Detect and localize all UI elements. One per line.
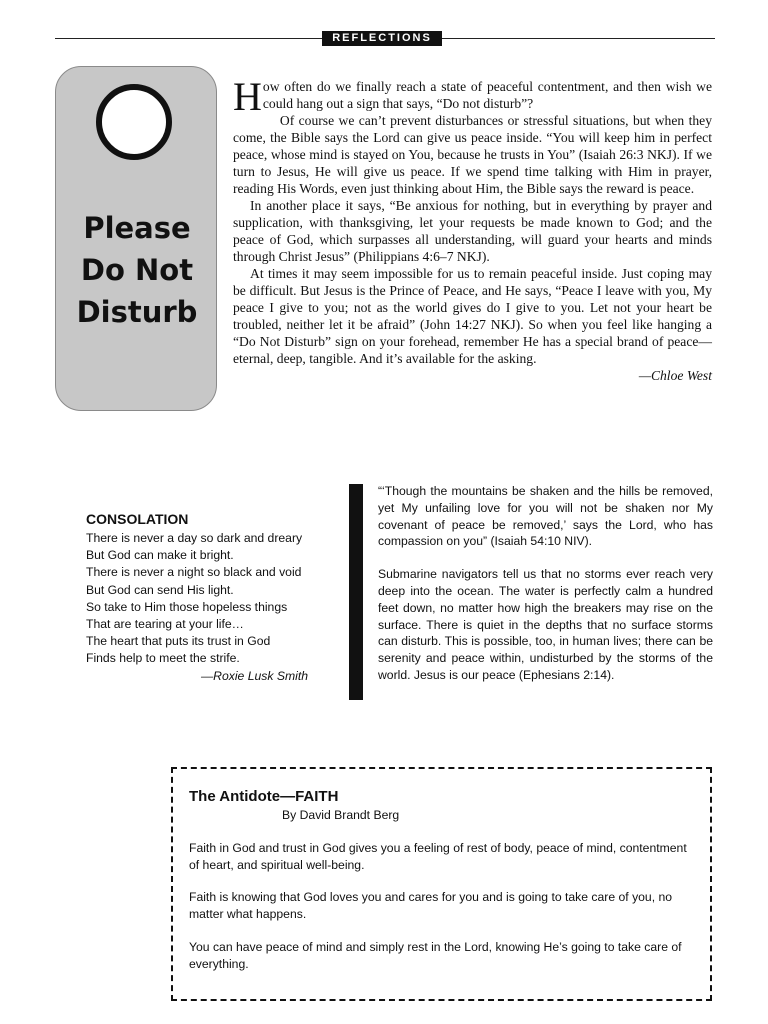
hanger-line: Please <box>83 211 191 245</box>
poem-line: There is never a night so black and void <box>86 565 302 580</box>
hanger-line: Do Not <box>80 253 194 287</box>
article-paragraph-text: ow often do we finally reach a state of peaceful contentment, and then wish we could hang out a sign that says, “Do not disturb”? <box>262 79 712 111</box>
poem-line: But God can make it bright. <box>86 548 234 563</box>
antidote-paragraph: Faith is knowing that God loves you and cares for you and is going to take care of you, no matter what happens. <box>189 890 673 922</box>
antidote-content <box>189 787 697 989</box>
article-paragraph: Of course we can’t prevent disturbances or stressful situations, but when they come, the Bible says the Lord can give us peace inside. “You will keep him in perfect peace, whose mind is stayed on You, because he trusts in You” (Isaiah 26:3 NKJ). If we turn to Jesus, He will give us peace. If we spend time talking with Him in prayer, reading His Words, even just thinking about Him, the Bible says the reward is peace. <box>233 113 712 196</box>
poem-line: So take to Him those hopeless things <box>86 599 288 614</box>
poem-line: There is never a day so dark and dreary <box>86 531 303 545</box>
antidote-byline: By David Brandt Berg <box>282 808 400 822</box>
antidote-box <box>171 767 712 1001</box>
quote-bar <box>349 484 363 700</box>
quote-paragraph: Submarine navigators tell us that no storms ever reach very deep into the ocean. The water is perfectly calm a hundred feet down, no matter how high the breakers may rise on the surface. There is quiet in the depths that no surface storms can disturb. This is possible, too, in human lives; there can be serenity and peace within, undisturbed by the storms of the world. Jesus is our peace (Ephesians 2:14). <box>378 567 713 682</box>
poem-author: —Roxie Lusk Smith <box>200 668 308 683</box>
quote-block <box>378 483 713 700</box>
hanger-line: Disturb <box>76 295 198 329</box>
main-article <box>233 74 712 384</box>
article-paragraph <box>233 74 712 119</box>
antidote-paragraph: You can have peace of mind and simply rest in the Lord, knowing He’s going to take care of everything. <box>189 939 682 971</box>
poem-title: CONSOLATION <box>86 511 189 527</box>
hanger-hole <box>96 84 172 160</box>
antidote-paragraph: Faith in God and trust in God gives you a feeling of rest of body, peace of mind, contentment of heart, and spiritual well-being. <box>189 840 687 872</box>
section-tag: REFLECTIONS <box>322 31 442 46</box>
article-paragraph: In another place it says, “Be anxious for nothing, but in everything by prayer and supplication, with thanksgiving, let your requests be made known to God; and the peace of God, which surpasses all understanding, will guard your hearts and minds through Christ Jesus” (Philippians 4:6–7 NKJ). <box>233 198 712 264</box>
article-paragraph: At times it may seem impossible for us to remain peaceful inside. Just coping may be difficult. But Jesus is the Prince of Peace, and He says, “Peace I leave with you, My peace I give to you; not as the world gives do I give to you. Let not your heart be troubled, neither let it be afraid” (John 14:27 NKJ). So when you feel like hanging a “Do Not Disturb” sign on your forehead, remember He has a special brand of peace—eternal, deep, tangible. And it’s available for the asking. <box>233 266 712 366</box>
poem-line: But God can send His light. <box>86 582 234 597</box>
consolation-poem <box>86 509 316 685</box>
poem-line: The heart that puts its trust in God <box>86 634 271 649</box>
poem-line: That are tearing at your life… <box>86 617 244 632</box>
poem-line: Finds help to meet the strife. <box>86 651 240 666</box>
drop-cap: H <box>233 74 262 119</box>
door-hanger-illustration <box>55 66 217 411</box>
antidote-title: The Antidote—FAITH <box>189 788 339 805</box>
quote-paragraph: “‘Though the mountains be shaken and the hills be removed, yet My unfailing love for you will not be shaken nor My covenant of peace be removed,’ says the Lord, who has compassion on you” (Isaiah 54:10 NIV). <box>378 484 713 549</box>
article-signature: —Chloe West <box>638 368 712 383</box>
hanger-text <box>56 207 218 333</box>
